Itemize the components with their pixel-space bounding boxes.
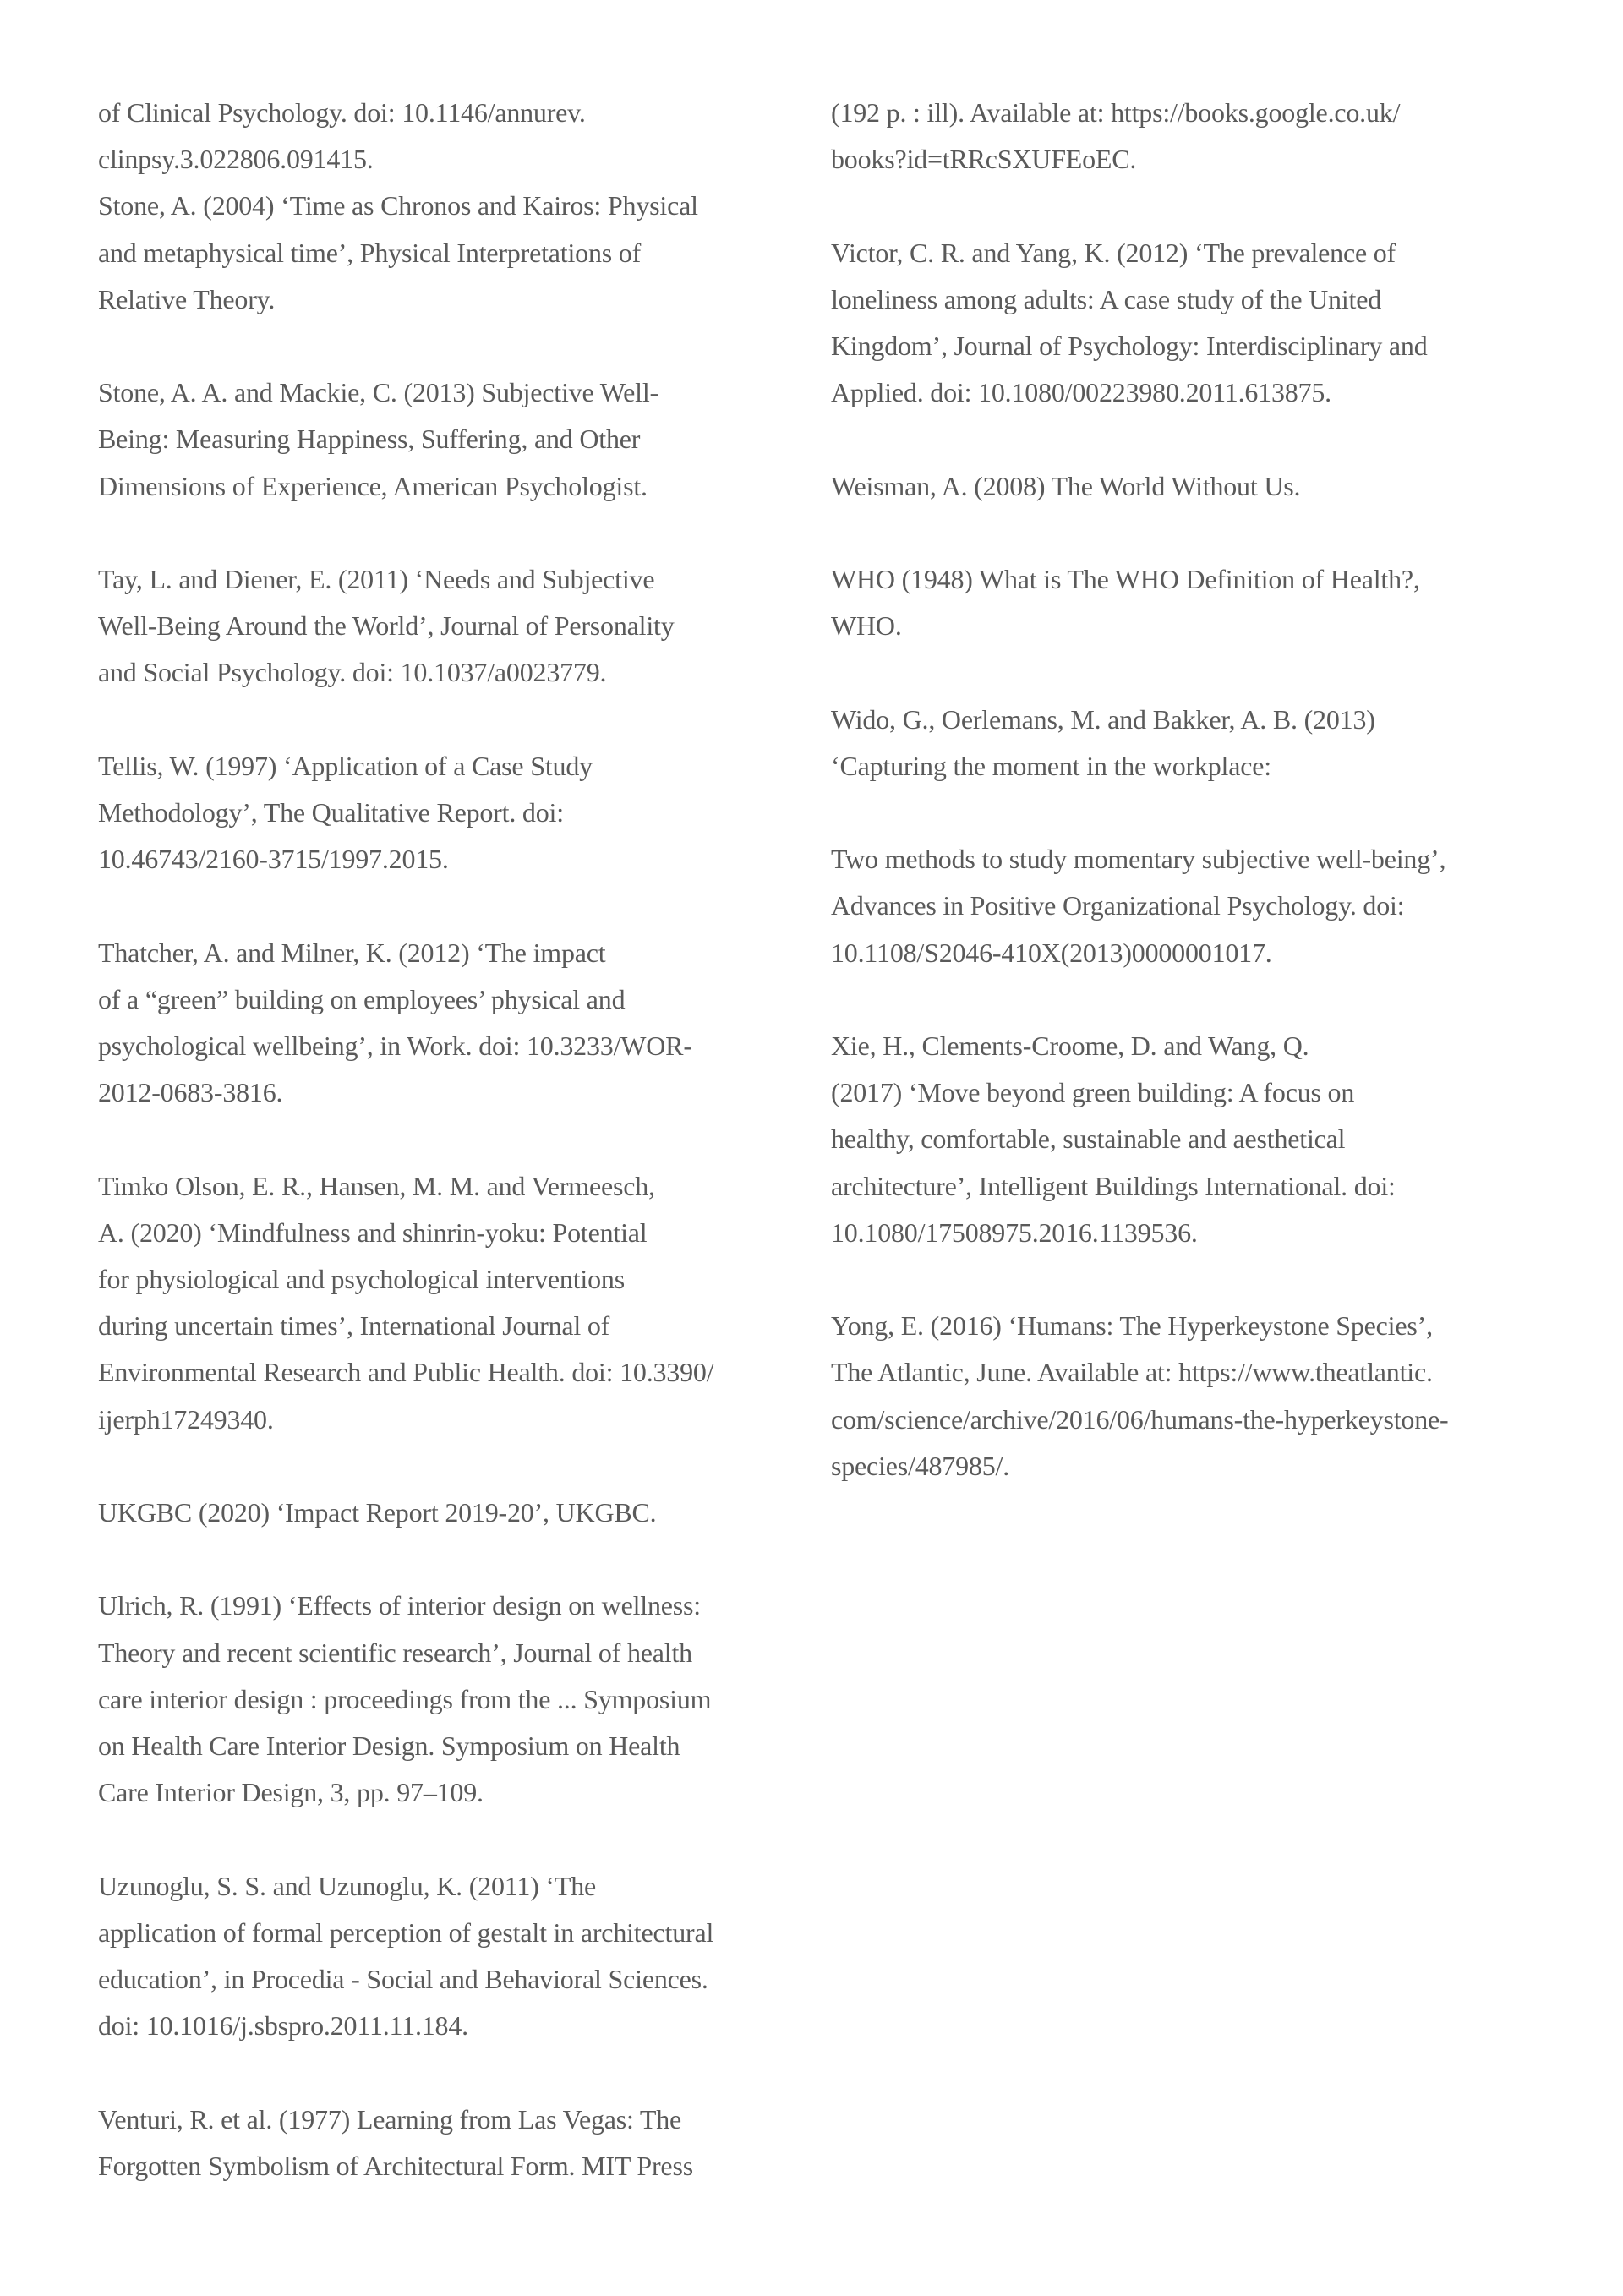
reference-line: Thatcher, A. and Milner, K. (2012) ‘The impact	[98, 937, 606, 968]
reference-line: Kingdom’, Journal of Psychology: Interdisciplinary and	[831, 331, 1428, 361]
reference-line: healthy, comfortable, sustainable and aesthetical	[831, 1123, 1346, 1155]
reference-line: Methodology’, The Qualitative Report. doi:	[98, 797, 564, 828]
reference-line: Care Interior Design, 3, pp. 97–109.	[98, 1777, 484, 1808]
reference-line: UKGBC (2020) ‘Impact Report 2019-20’, UKGBC.	[98, 1497, 657, 1528]
reference-line: 10.46743/2160-3715/1997.2015.	[98, 844, 449, 875]
reference-line: on Health Care Interior Design. Symposium on Health	[98, 1730, 680, 1761]
reference-line: Environmental Research and Public Health. doi: 10.3390/	[98, 1357, 714, 1388]
reference-line: clinpsy.3.022806.091415.	[98, 144, 374, 175]
reference-line: Being: Measuring Happiness, Suffering, and Other	[98, 424, 641, 455]
reference-line: 10.1108/S2046-410X(2013)0000001017.	[831, 937, 1272, 968]
reference-line: Applied. doi: 10.1080/00223980.2011.613875.	[831, 377, 1331, 408]
reference-line: application of formal perception of gestalt in architectural	[98, 1916, 714, 1948]
reference-line: Xie, H., Clements-Croome, D. and Wang, Q.	[831, 1030, 1309, 1061]
reference-line: of Clinical Psychology. doi: 10.1146/annurev.	[98, 97, 586, 128]
reference-entry	[98, 369, 800, 510]
reference-line: Venturi, R. et al. (1977) Learning from Las Vegas: The	[98, 2103, 682, 2135]
reference-line: care interior design : proceedings from the ... Symposium	[98, 1683, 712, 1714]
reference-line: Dimensions of Experience, American Psychologist.	[98, 470, 648, 501]
reference-entry	[831, 90, 1524, 183]
reference-line: Uzunoglu, S. S. and Uzunoglu, K. (2011) ‘The	[98, 1870, 597, 1901]
reference-line: psychological wellbeing’, in Work. doi: 10.3233/WOR-	[98, 1030, 692, 1061]
reference-entry	[831, 697, 1524, 790]
reference-line: Forgotten Symbolism of Architectural Form. MIT Press	[98, 2150, 693, 2181]
reference-line: Timko Olson, E. R., Hansen, M. M. and Vermeesch,	[98, 1170, 655, 1201]
reference-entry	[98, 556, 800, 697]
reference-entry	[98, 1583, 800, 1816]
reference-line: and Social Psychology. doi: 10.1037/a0023779.	[98, 657, 607, 688]
reference-line: books?id=tRRcSXUFEoEC.	[831, 144, 1137, 175]
references-left-column	[98, 90, 800, 2189]
reference-line: Well-Being Around the World’, Journal of Personality	[98, 610, 675, 642]
reference-line: Stone, A. A. and Mackie, C. (2013) Subjective Well-	[98, 377, 658, 408]
reference-line: Ulrich, R. (1991) ‘Effects of interior design on wellness:	[98, 1590, 701, 1621]
reference-entry	[831, 836, 1524, 976]
reference-line: Weisman, A. (2008) The World Without Us.	[831, 470, 1301, 501]
reference-line: Victor, C. R. and Yang, K. (2012) ‘The prevalence of	[831, 237, 1396, 268]
reference-line: Two methods to study momentary subjective well-being’,	[831, 844, 1446, 875]
reference-line: during uncertain times’, International Journal of	[98, 1310, 610, 1342]
reference-line: Stone, A. (2004) ‘Time as Chronos and Kairos: Physical	[98, 190, 698, 221]
reference-line: com/science/archive/2016/06/humans-the-hyperkeystone-	[831, 1403, 1449, 1435]
reference-line: Theory and recent scientific research’, Journal of health	[98, 1637, 692, 1668]
reference-line: education’, in Procedia - Social and Behavioral Sciences.	[98, 1964, 708, 1994]
reference-line: (192 p. : ill). Available at: https://books.google.co.uk/	[831, 97, 1401, 128]
reference-line: of a “green” building on employees’ physical and	[98, 983, 626, 1014]
reference-entry	[831, 230, 1524, 417]
reference-entry	[98, 1490, 800, 1536]
reference-line: architecture’, Intelligent Buildings International. doi:	[831, 1170, 1396, 1201]
reference-entry	[98, 1863, 800, 2050]
reference-line: 2012-0683-3816.	[98, 1077, 283, 1108]
reference-line: and metaphysical time’, Physical Interpretations of	[98, 237, 642, 268]
reference-line: Advances in Positive Organizational Psychology. doi:	[831, 890, 1405, 921]
reference-entry	[831, 1023, 1524, 1256]
reference-line: WHO.	[831, 610, 902, 642]
reference-line: ‘Capturing the moment in the workplace:	[831, 750, 1271, 781]
references-right-column	[831, 90, 1524, 1490]
reference-line: (2017) ‘Move beyond green building: A focus on	[831, 1077, 1355, 1108]
reference-line: Tellis, W. (1997) ‘Application of a Case Study	[98, 750, 593, 781]
reference-line: loneliness among adults: A case study of the United	[831, 283, 1382, 314]
reference-entry	[98, 90, 800, 183]
reference-entry	[831, 463, 1524, 510]
reference-entry	[98, 1163, 800, 1443]
reference-entry	[831, 1303, 1524, 1490]
reference-entry	[831, 556, 1524, 649]
reference-entry	[98, 183, 800, 323]
reference-entry	[98, 2096, 800, 2189]
reference-line: for physiological and psychological interventions	[98, 1264, 625, 1294]
reference-line: doi: 10.1016/j.sbspro.2011.11.184.	[98, 2010, 468, 2042]
reference-line: A. (2020) ‘Mindfulness and shinrin-yoku: Potential	[98, 1216, 648, 1248]
reference-line: Relative Theory.	[98, 283, 276, 314]
reference-line: Wido, G., Oerlemans, M. and Bakker, A. B. (2013)	[831, 703, 1375, 735]
reference-line: Tay, L. and Diener, E. (2011) ‘Needs and Subjective	[98, 564, 655, 594]
reference-line: Yong, E. (2016) ‘Humans: The Hyperkeystone Species’,	[831, 1310, 1433, 1342]
reference-line: species/487985/.	[831, 1450, 1009, 1481]
reference-line: WHO (1948) What is The WHO Definition of Health?,	[831, 563, 1420, 594]
reference-line: ijerph17249340.	[98, 1403, 274, 1435]
reference-entry	[98, 743, 800, 883]
reference-line: 10.1080/17508975.2016.1139536.	[831, 1216, 1198, 1248]
reference-entry	[98, 930, 800, 1117]
reference-line: The Atlantic, June. Available at: https://www.theatlantic.	[831, 1357, 1433, 1388]
